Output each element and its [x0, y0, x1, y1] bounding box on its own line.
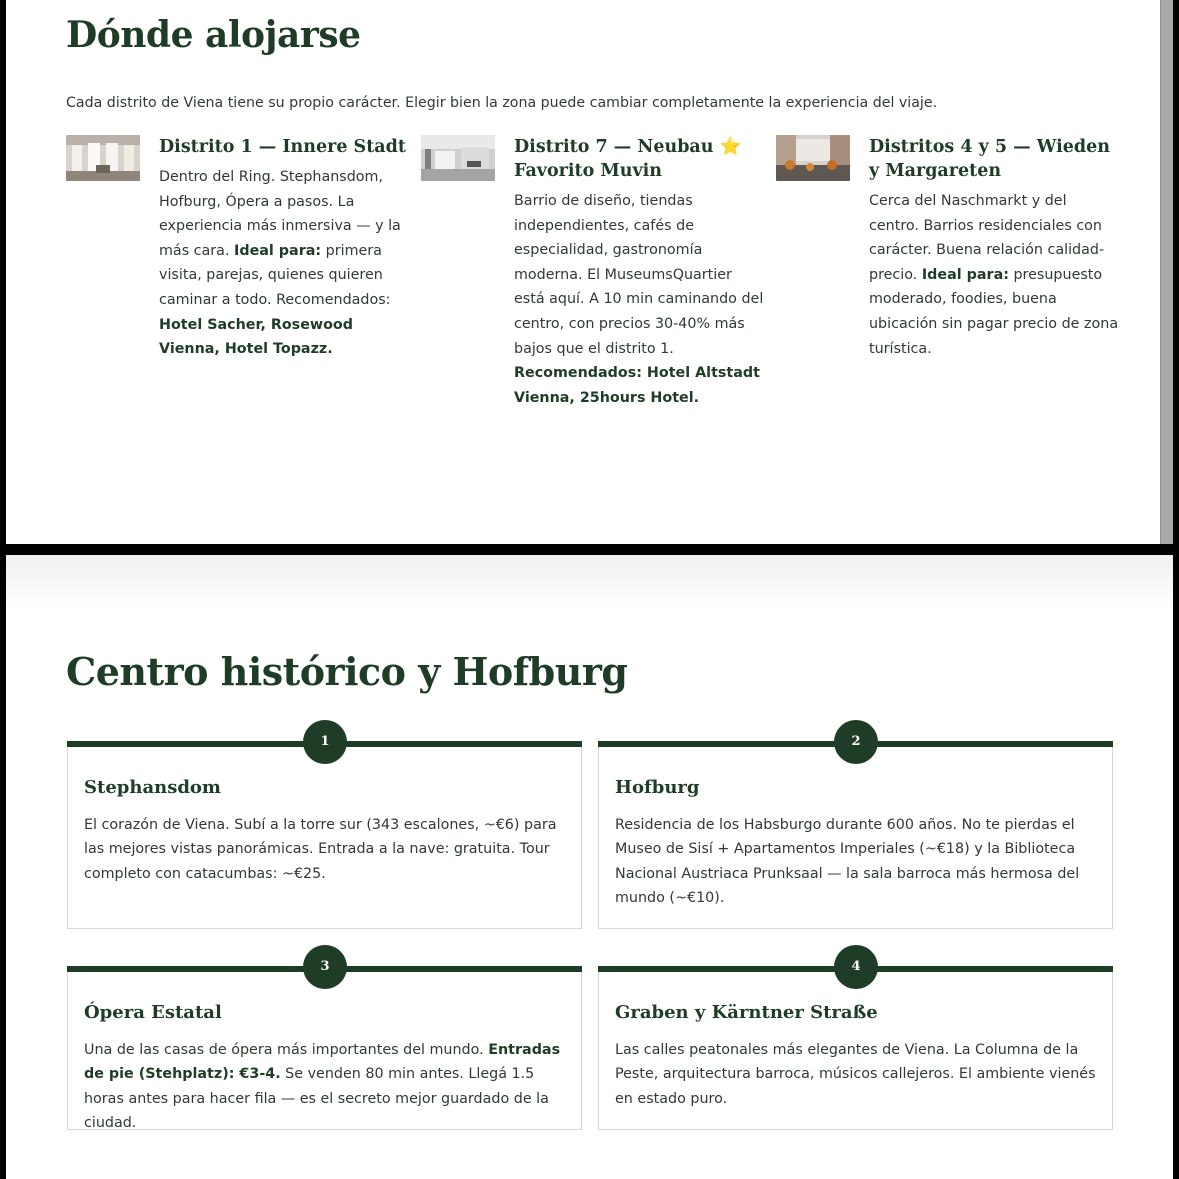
- card-number-badge: 3: [303, 945, 347, 989]
- district-thumbnail-image: [66, 135, 140, 181]
- district-title: Distrito 7 — Neubau ⭐ Favorito Muvin: [514, 137, 742, 181]
- card-title: Graben y Kärntner Straße: [615, 1002, 878, 1023]
- card-title: Stephansdom: [84, 777, 221, 798]
- district-subtitle: Favorito Muvin: [514, 161, 662, 181]
- card-description: Residencia de los Habsburgo durante 600 años. No te pierdas el Museo de Sisí + Apartamentos Imperiales (~€18) y la Biblioteca Nacional Austriaca Prunksaal — la sala barroca más hermosa del mundo (~€10).: [615, 817, 1080, 907]
- card-number-badge: 1: [303, 720, 347, 764]
- attraction-card: [598, 959, 1113, 1130]
- card-title: Hofburg: [615, 777, 700, 798]
- district-description: Cerca del Naschmarkt y del centro. Barrios residenciales con carácter. Buena relación calidad-precio. Ideal para: presupuesto moderado, foodies, buena ubicación sin pagar precio de zona turística.: [869, 193, 1119, 357]
- attraction-card: [598, 734, 1113, 929]
- card-number-badge: 4: [834, 945, 878, 989]
- card-title: Ópera Estatal: [84, 1002, 222, 1023]
- attraction-card: [67, 959, 582, 1132]
- section-title: Centro histórico y Hofburg: [66, 649, 628, 694]
- section-title: Dónde alojarse: [66, 14, 361, 56]
- section-intro: Cada distrito de Viena tiene su propio carácter. Elegir bien la zona puede cambiar completamente la experiencia del viaje.: [66, 95, 938, 111]
- star-icon: ⭐: [719, 137, 742, 157]
- where-to-stay-section: [6, 0, 1160, 544]
- card-description: El corazón de Viena. Subí a la torre sur (343 escalones, ~€6) para las mejores vistas panorámicas. Entrada a la nave: gratuita. Tour completo con catacumbas: ~€25.: [84, 817, 557, 882]
- card-number-badge: 2: [834, 720, 878, 764]
- historic-center-section: [6, 555, 1173, 1179]
- district-title: Distritos 4 y 5 — Wieden y Margareten: [869, 137, 1110, 181]
- attraction-card: [67, 734, 582, 929]
- scrollbar[interactable]: [1160, 0, 1173, 544]
- card-description: Una de las casas de ópera más importantes del mundo. Entradas de pie (Stehplatz): €3-4. Se venden 80 min antes. Llegá 1.5 horas antes para hacer fila — es el secreto mejor guardado de la ciudad.: [84, 1042, 561, 1132]
- district-title: Distrito 1 — Innere Stadt: [159, 137, 406, 157]
- district-thumbnail-image: [421, 135, 495, 181]
- district-description: Barrio de diseño, tiendas independientes, cafés de especialidad, gastronomía moderna. El MuseumsQuartier está aquí. A 10 min caminando del centro, con precios 30-40% más bajos que el distrito 1. Recomendados: Hotel Altstadt Vienna, 25hours Hotel.: [514, 193, 764, 406]
- card-description: Las calles peatonales más elegantes de Viena. La Columna de la Peste, arquitectura barroca, músicos callejeros. El ambiente vienés en estado puro.: [615, 1042, 1096, 1107]
- district-thumbnail-image: [776, 135, 850, 181]
- district-description: Dentro del Ring. Stephansdom, Hofburg, Ópera a pasos. La experiencia más inmersiva — y la más cara. Ideal para: primera visita, parejas, quienes quieren caminar a todo. Recomendados: Hotel Sacher, Rosewood Vienna, Hotel Topazz.: [159, 169, 401, 358]
